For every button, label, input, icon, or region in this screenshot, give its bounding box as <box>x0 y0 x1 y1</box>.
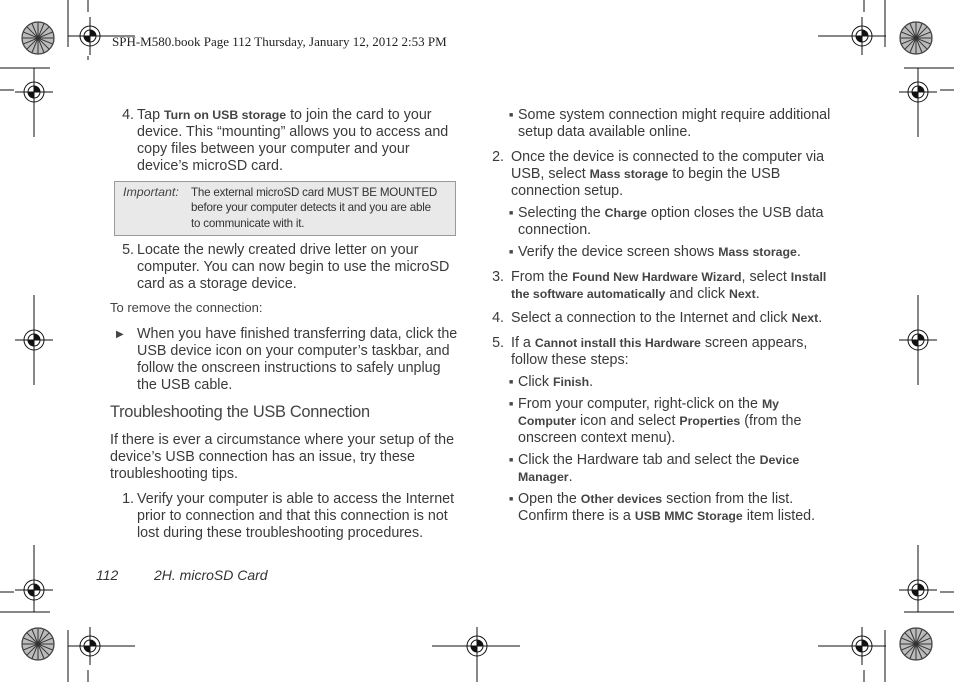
triangle-bullet-icon: ▶ <box>116 329 124 340</box>
ui-term: Cannot install this Hardware <box>534 336 701 350</box>
remove-step: ▶ When you have finished transferring data, click the USB device icon on your computer’s taskbar, and follow the onscreen instructions to safely unplug the USB cable. <box>116 326 458 393</box>
remove-connection-label: To remove the connection: <box>110 300 263 315</box>
ui-term: USB MMC Storage <box>634 509 743 523</box>
step-line: device. This “mounting” allows you to access and <box>137 124 449 140</box>
sub-bullet-2: ■ From your computer, right-click on the My Computer icon and select Properties (from the onscreen context menu). <box>509 396 802 446</box>
ui-term: Mass storage <box>718 245 797 259</box>
step-number: 2. <box>492 149 504 165</box>
step-line: copy files between your computer and your <box>137 141 410 157</box>
bullet-2: ■ Selecting the Charge option closes the USB data connection. <box>509 205 824 238</box>
ui-term: Computer <box>518 414 577 428</box>
ui-term: the software automatically <box>511 287 666 301</box>
square-bullet-icon: ■ <box>509 249 514 256</box>
sub-bullet-4: ■ Open the Other devices section from the list. Confirm there is a USB MMC Storage item listed. <box>509 491 816 524</box>
square-bullet-icon: ■ <box>509 379 514 386</box>
important-text: The external microSD card MUST BE MOUNTED before your computer detects it and you are able to communicate with it. <box>191 186 438 230</box>
step-line: device’s microSD card. <box>137 158 283 174</box>
ui-term: Device <box>759 453 800 467</box>
ui-term: Manager <box>518 470 569 484</box>
step-number: 1. <box>122 491 134 507</box>
bullet-3: ■ Verify the device screen shows Mass storage. <box>509 244 801 260</box>
step-1-left: 1. Verify your computer is able to access the Internet prior to connection and that this connection is not lost during these troubleshooting procedures. <box>114 491 464 542</box>
ui-term: Turn on USB storage <box>164 108 287 122</box>
footer-section-title: 2H. microSD Card <box>154 567 268 583</box>
ui-term: Mass storage <box>589 167 669 181</box>
step-4-right: 4. Select a connection to the Internet and click Next. <box>488 310 838 327</box>
ui-term: Other devices <box>580 492 663 506</box>
sub-bullet-3: ■ Click the Hardware tab and select the Device Manager. <box>509 452 800 485</box>
sub-bullet-1: ■ Click Finish. <box>509 374 594 390</box>
ui-term: My <box>761 397 780 411</box>
step-5-right: 5. If a Cannot install this Hardware screen appears, follow these steps: <box>488 335 838 369</box>
square-bullet-icon: ■ <box>509 112 514 119</box>
print-slug: SPH-M580.book Page 112 Thursday, January 12, 2012 2:53 PM <box>112 34 447 49</box>
square-bullet-icon: ■ <box>509 496 514 503</box>
step-2-right: 2. Once the device is connected to the computer via USB, select Mass storage to begin the USB connection setup. <box>488 149 838 200</box>
step-number: 3. <box>492 269 504 285</box>
square-bullet-icon: ■ <box>509 210 514 217</box>
important-note-box <box>114 181 456 236</box>
ui-term: Install <box>790 270 827 284</box>
section-heading: Troubleshooting the USB Connection <box>110 403 370 421</box>
square-bullet-icon: ■ <box>509 401 514 408</box>
important-label: Important: <box>123 185 179 199</box>
step-5-left: 5. Locate the newly created drive letter on your computer. You can now begin to use the microSD card as a storage device. <box>114 242 464 293</box>
step-3-right: 3. From the Found New Hardware Wizard, select Install the software automatically and click Next. <box>488 269 838 303</box>
intro-paragraph: If there is ever a circumstance where your setup of the device’s USB connection has an issue, try these troubleshooting tips. <box>110 432 455 482</box>
step-number: 4. <box>492 310 504 326</box>
step-number: 5. <box>122 242 134 258</box>
step-4-left <box>114 107 464 175</box>
ui-term: Next <box>791 311 819 325</box>
ui-term: Properties <box>679 414 741 428</box>
step-line: Tap Turn on USB storage to join the card to your <box>137 107 432 123</box>
page-number: 112 <box>96 567 119 583</box>
step-number: 5. <box>492 335 504 351</box>
bullet-1: ■ Some system connection might require additional setup data available online. <box>509 107 831 140</box>
ui-term: Finish <box>552 375 590 389</box>
ui-term: Found New Hardware Wizard <box>572 270 742 284</box>
ui-term: Charge <box>604 206 648 220</box>
ui-term: Next <box>729 287 756 301</box>
step-number: 4. <box>122 107 134 123</box>
square-bullet-icon: ■ <box>509 457 514 464</box>
